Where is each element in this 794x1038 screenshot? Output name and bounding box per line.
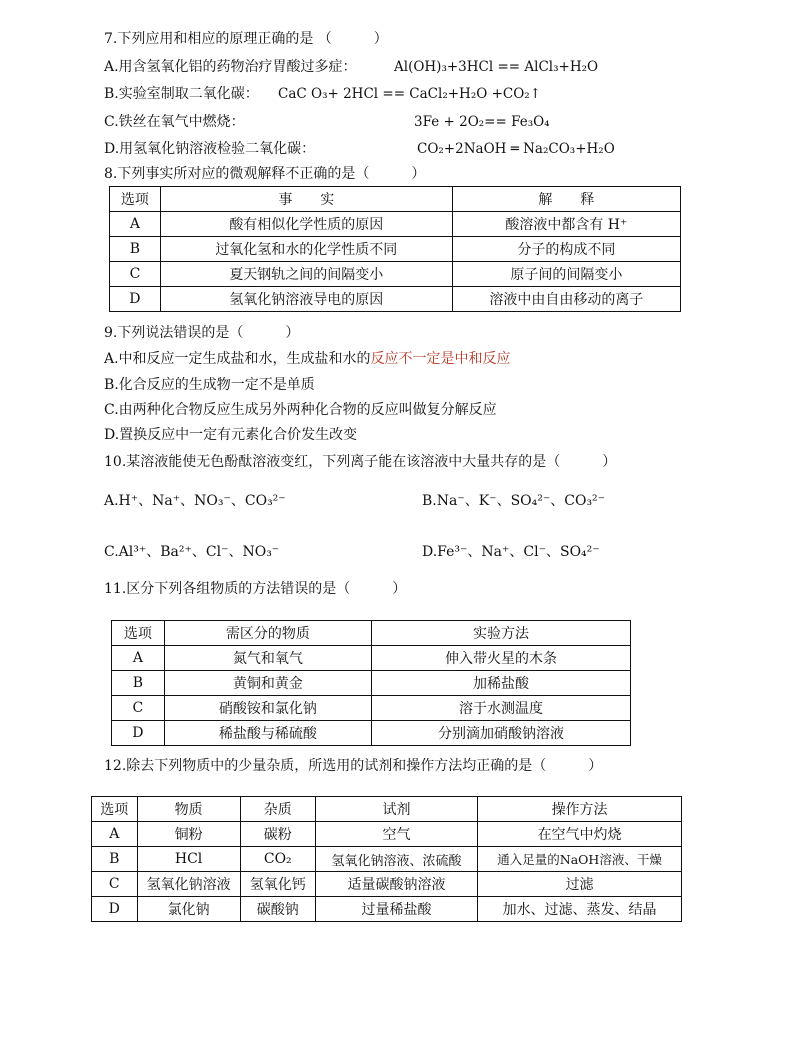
table-cell: 过氧化氢和水的化学性质不同 — [160, 237, 452, 262]
q11-table — [111, 620, 631, 746]
table-cell: 空气 — [315, 822, 477, 847]
table-cell: 适量碳酸钠溶液 — [315, 872, 477, 897]
table-cell: 在空气中灼烧 — [478, 822, 682, 847]
table-cell: 加水、过滤、蒸发、结晶 — [478, 897, 682, 922]
table-header-row — [112, 621, 631, 646]
table-cell: D — [92, 897, 138, 922]
q7-option-b-formula: CaC O₃+ 2HCl == CaCl₂+H₂O +CO₂↑ — [278, 86, 542, 102]
table-header-cell: 选项 — [110, 187, 161, 212]
table-cell: 氢氧化钙 — [240, 872, 315, 897]
q7-option-b-label: B.实验室制取二氧化碳： — [104, 86, 259, 102]
table-header-cell: 需区分的物质 — [164, 621, 371, 646]
table-header-cell: 杂质 — [240, 797, 315, 822]
table-cell: CO₂ — [240, 847, 315, 872]
table-header-row — [110, 187, 681, 212]
table-cell: 氢氧化钠溶液 — [137, 872, 240, 897]
table-cell: 氢氧化钠溶液导电的原因 — [160, 287, 452, 312]
q9-option-a-highlight: 反应不一定是中和反应 — [370, 351, 511, 367]
table-cell: 原子间的间隔变小 — [452, 262, 680, 287]
table-cell: 通入足量的NaOH溶液、干燥 — [478, 847, 682, 872]
table-row — [112, 721, 631, 746]
table-cell: 溶液中由自由移动的离子 — [452, 287, 680, 312]
q9-option-a-text: A.中和反应一定生成盐和水，生成盐和水的 — [104, 351, 371, 367]
table-cell: 分别滴加硝酸钠溶液 — [372, 721, 631, 746]
table-row — [112, 696, 631, 721]
q10-option-c: C.Al³⁺、Ba²⁺、Cl⁻、NO₃⁻ — [104, 544, 280, 560]
table-cell: 硝酸铵和氯化钠 — [164, 696, 371, 721]
q10-option-b: B.Na⁻、K⁻、SO₄²⁻、CO₃²⁻ — [422, 493, 606, 509]
q7-option-d-formula: CO₂+2NaOH ═ Na₂CO₃+H₂O — [417, 141, 615, 157]
table-header-cell: 实验方法 — [372, 621, 631, 646]
q7-option-a-formula: Al(OH)₃+3HCl == AlCl₃+H₂O — [394, 59, 599, 75]
q10-option-a: A.H⁺、Na⁺、NO₃⁻、CO₃²⁻ — [104, 493, 286, 509]
q7-title: 7.下列应用和相应的原理正确的是 （ ） — [104, 31, 388, 47]
table-cell: D — [112, 721, 165, 746]
table-header-cell: 选项 — [92, 797, 138, 822]
q12-table — [91, 796, 682, 922]
q12-title: 12.除去下列物质中的少量杂质，所选用的试剂和操作方法均正确的是（ ） — [104, 758, 603, 774]
table-cell: A — [110, 212, 161, 237]
table-cell: B — [112, 671, 165, 696]
table-cell: 酸溶液中都含有 H⁺ — [452, 212, 680, 237]
q9-option-c: C.由两种化合物反应生成另外两种化合物的反应叫做复分解反应 — [104, 402, 497, 418]
table-cell: D — [110, 287, 161, 312]
table-row — [110, 237, 681, 262]
q8-title: 8.下列事实所对应的微观解释不正确的是（ ） — [104, 166, 426, 182]
table-row — [112, 671, 631, 696]
table-header-cell: 选项 — [112, 621, 165, 646]
q11-title: 11.区分下列各组物质的方法错误的是（ ） — [104, 581, 407, 597]
q7-option-d-label: D.用氢氧化钠溶液检验二氧化碳： — [104, 141, 316, 157]
table-cell: 氢氧化钠溶液、浓硫酸 — [315, 847, 477, 872]
table-cell: 溶于水测温度 — [372, 696, 631, 721]
table-cell: 稀盐酸与稀硫酸 — [164, 721, 371, 746]
table-cell: C — [112, 696, 165, 721]
table-header-cell: 物质 — [137, 797, 240, 822]
table-cell: B — [110, 237, 161, 262]
table-cell: 铜粉 — [137, 822, 240, 847]
table-cell: C — [110, 262, 161, 287]
table-header-row — [92, 797, 682, 822]
table-row — [92, 897, 682, 922]
table-row — [92, 872, 682, 897]
q9-title: 9.下列说法错误的是（ ） — [104, 325, 300, 341]
q8-table — [109, 186, 681, 312]
table-header-cell: 操作方法 — [478, 797, 682, 822]
table-cell: 过量稀盐酸 — [315, 897, 477, 922]
table-row — [92, 822, 682, 847]
table-cell: 夏天钢轨之间的间隔变小 — [160, 262, 452, 287]
table-cell: 加稀盐酸 — [372, 671, 631, 696]
q9-option-a — [104, 349, 511, 369]
q10-title: 10.某溶液能使无色酚酞溶液变红，下列离子能在该溶液中大量共存的是（ ） — [104, 454, 617, 470]
table-header-cell: 解 释 — [452, 187, 680, 212]
q9-option-b: B.化合反应的生成物一定不是单质 — [104, 377, 315, 393]
table-cell: 伸入带火星的木条 — [372, 646, 631, 671]
table-header-cell: 试剂 — [315, 797, 477, 822]
table-row — [110, 287, 681, 312]
table-cell: A — [92, 822, 138, 847]
q9-option-d: D.置换反应中一定有元素化合价发生改变 — [104, 427, 358, 443]
q10-option-d: D.Fe³⁻、Na⁺、Cl⁻、SO₄²⁻ — [422, 544, 600, 560]
table-cell: 碳酸钠 — [240, 897, 315, 922]
table-cell: 过滤 — [478, 872, 682, 897]
table-row — [92, 847, 682, 872]
table-cell: 分子的构成不同 — [452, 237, 680, 262]
table-cell: 酸有相似化学性质的原因 — [160, 212, 452, 237]
table-header-cell: 事 实 — [160, 187, 452, 212]
q7-option-a-label: A.用含氢氧化铝的药物治疗胃酸过多症： — [104, 59, 357, 75]
q7-option-c-formula: 3Fe + 2O₂== Fe₃O₄ — [414, 114, 550, 130]
table-cell: 黄铜和黄金 — [164, 671, 371, 696]
table-cell: HCl — [137, 847, 240, 872]
table-cell: B — [92, 847, 138, 872]
table-cell: A — [112, 646, 165, 671]
table-row — [112, 646, 631, 671]
q7-option-c-label: C.铁丝在氧气中燃烧： — [104, 114, 245, 130]
table-cell: 氮气和氧气 — [164, 646, 371, 671]
table-row — [110, 212, 681, 237]
table-cell: 碳粉 — [240, 822, 315, 847]
table-cell: C — [92, 872, 138, 897]
table-cell: 氯化钠 — [137, 897, 240, 922]
table-row — [110, 262, 681, 287]
